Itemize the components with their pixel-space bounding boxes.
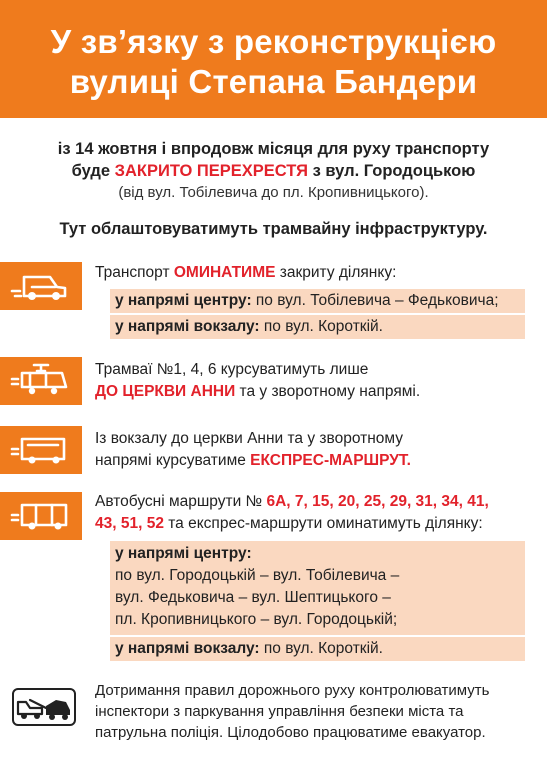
section4-station-label: у напрямі вокзалу: (115, 640, 260, 657)
bus-icon (0, 426, 82, 474)
section4-center-line2: вул. Федьковича – вул. Шептицького – (115, 589, 391, 606)
tow-truck-icon (12, 688, 76, 726)
section4-line1 (95, 491, 527, 513)
section1-row1-label: у напрямі центру: (115, 292, 252, 309)
section1-row2-label: у напрямі вокзалу: (115, 318, 260, 335)
section4-station-row (115, 638, 383, 660)
section4-center-block (115, 543, 399, 631)
section1-row1 (115, 290, 499, 312)
tram-infrastructure-headline: Тут облаштовуватимуть трамвайну інфраструктуру. (59, 220, 488, 238)
section4-center-label: у напрямі центру: (115, 545, 252, 562)
section4-text (95, 491, 527, 535)
section4-center-line1: по вул. Городоцькій – вул. Тобілевича – (115, 567, 400, 584)
section5-line1: Дотримання правил дорожнього руху контролюватимуть (95, 682, 490, 699)
closed-crossing-label: ЗАКРИТО ПЕРЕХРЕСТЯ (114, 162, 309, 180)
section5-line2: інспектори з паркування управління безпеки міста та (95, 703, 464, 720)
header-banner (0, 0, 547, 118)
section2-line2 (95, 381, 527, 403)
section4-center-line3: пл. Кропивницького – вул. Городоцькій; (115, 611, 398, 628)
section1-row2-value: по вул. Короткій. (259, 318, 383, 335)
to-church-label: ДО ЦЕРКВИ АННИ (95, 383, 236, 400)
section4-station-value: по вул. Короткій. (259, 640, 383, 657)
bus-routes-list-cont: 43, 51, 52 (95, 515, 164, 532)
intro-line2-start: буде (71, 162, 115, 180)
section4-line2 (95, 513, 527, 535)
section1-text-start: Транспорт (95, 264, 174, 281)
bus-detour-icon (0, 492, 82, 540)
section2-line2-end: та у зворотному напрямі. (235, 383, 421, 400)
section3-line2-start: напрямі курсуватиме (95, 452, 251, 469)
car-detour-icon (0, 262, 82, 310)
intro-line2-end: з вул. Городоцькою (308, 162, 476, 180)
section4-line2-end: та експрес-маршрути оминатимуть ділянку: (163, 515, 483, 532)
bypass-label: ОМИНАТИМЕ (173, 264, 276, 281)
intro-text (0, 138, 547, 204)
section1-row1-value: по вул. Тобілевича – Федьковича; (251, 292, 499, 309)
intro-line1: із 14 жовтня і впродовж місяця для руху транспорту (57, 140, 490, 158)
section1-text (95, 262, 527, 284)
intro-line3: (від вул. Тобілевича до пл. Кропивницького). (118, 184, 429, 201)
bus-routes-list: 6А, 7, 15, 20, 25, 29, 31, 34, 41, (266, 493, 489, 510)
section5-line3: патрульна поліція. Цілодобово працюватиме евакуатор. (95, 724, 486, 741)
section4-line1-start: Автобусні маршрути № (95, 493, 267, 510)
section1-row2 (115, 316, 383, 338)
section5-text (95, 680, 527, 743)
section1-text-end: закриту ділянку: (275, 264, 397, 281)
section2-text (95, 359, 527, 403)
section2-line1: Трамваї №1, 4, 6 курсуватимуть лише (95, 361, 369, 378)
section3-line2 (95, 450, 527, 472)
section3-line1: Із вокзалу до церкви Анни та у зворотному (95, 430, 403, 447)
header-title-line1: У зв’язку з реконструкцією (50, 23, 497, 60)
section3-text (95, 428, 527, 472)
intro-line2 (0, 160, 547, 182)
header-title-line2: вулиці Степана Бандери (69, 63, 478, 100)
express-route-label: ЕКСПРЕС-МАРШРУТ. (250, 452, 411, 469)
tram-icon (0, 357, 82, 405)
